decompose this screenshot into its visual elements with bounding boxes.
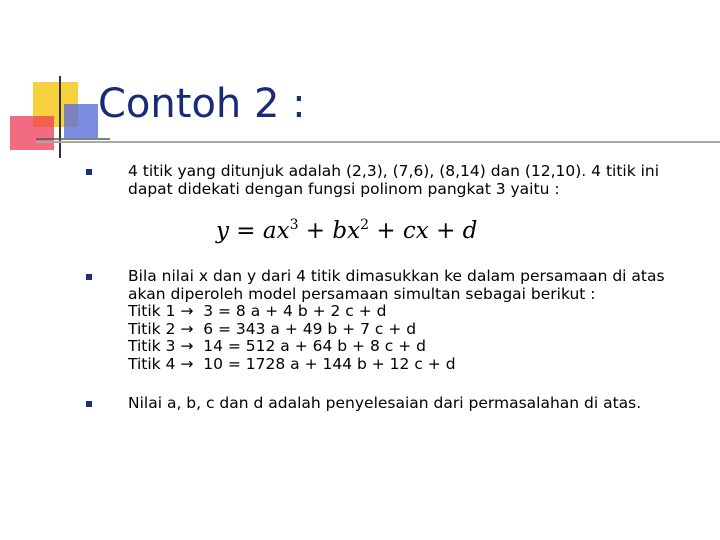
colored-squares-logo	[0, 0, 110, 170]
points-description: 4 titik yang ditunjuk adalah (2,3), (7,6), (8,14) dan (12,10). 4 titik ini dapat didekati dengan fungsi polinom pangkat 3 yaitu :	[128, 162, 660, 198]
square-bullet-icon	[86, 274, 92, 280]
bullet-item-points	[82, 163, 702, 246]
conclusion-text: Nilai a, b, c dan d adalah penyelesaian dari permasalahan di atas.	[128, 394, 642, 412]
eq-part-2: + bx	[298, 218, 361, 244]
square-bullet-icon	[86, 169, 92, 175]
equation-line-titik-1: Titik 1 → 3 = 8 a + 4 b + 2 c + d	[128, 302, 387, 320]
slide-title: Contoh 2 :	[98, 81, 306, 127]
title-divider	[36, 141, 720, 143]
eq-part-3: + cx + d	[369, 218, 478, 244]
equation-line-titik-2: Titik 2 → 6 = 343 a + 49 b + 7 c + d	[128, 319, 417, 338]
bullet-item-system	[82, 268, 702, 373]
eq-part-1: y = ax	[216, 218, 290, 244]
system-description: Bila nilai x dan y dari 4 titik dimasukkan ke dalam persamaan di atas akan diperoleh model persamaan simultan sebagai berikut :	[128, 267, 665, 303]
bullet-list	[82, 163, 702, 413]
polynomial-equation	[216, 210, 702, 246]
eq-exponent-2: 2	[360, 217, 370, 233]
square-bullet-icon	[86, 401, 92, 407]
equation-line-titik-4: Titik 4 → 10 = 1728 a + 144 b + 12 c + d	[128, 354, 456, 373]
equation-line-titik-3: Titik 3 → 14 = 512 a + 64 b + 8 c + d	[128, 337, 426, 355]
bullet-item-conclusion	[82, 395, 702, 413]
eq-exponent-3: 3	[289, 217, 299, 233]
